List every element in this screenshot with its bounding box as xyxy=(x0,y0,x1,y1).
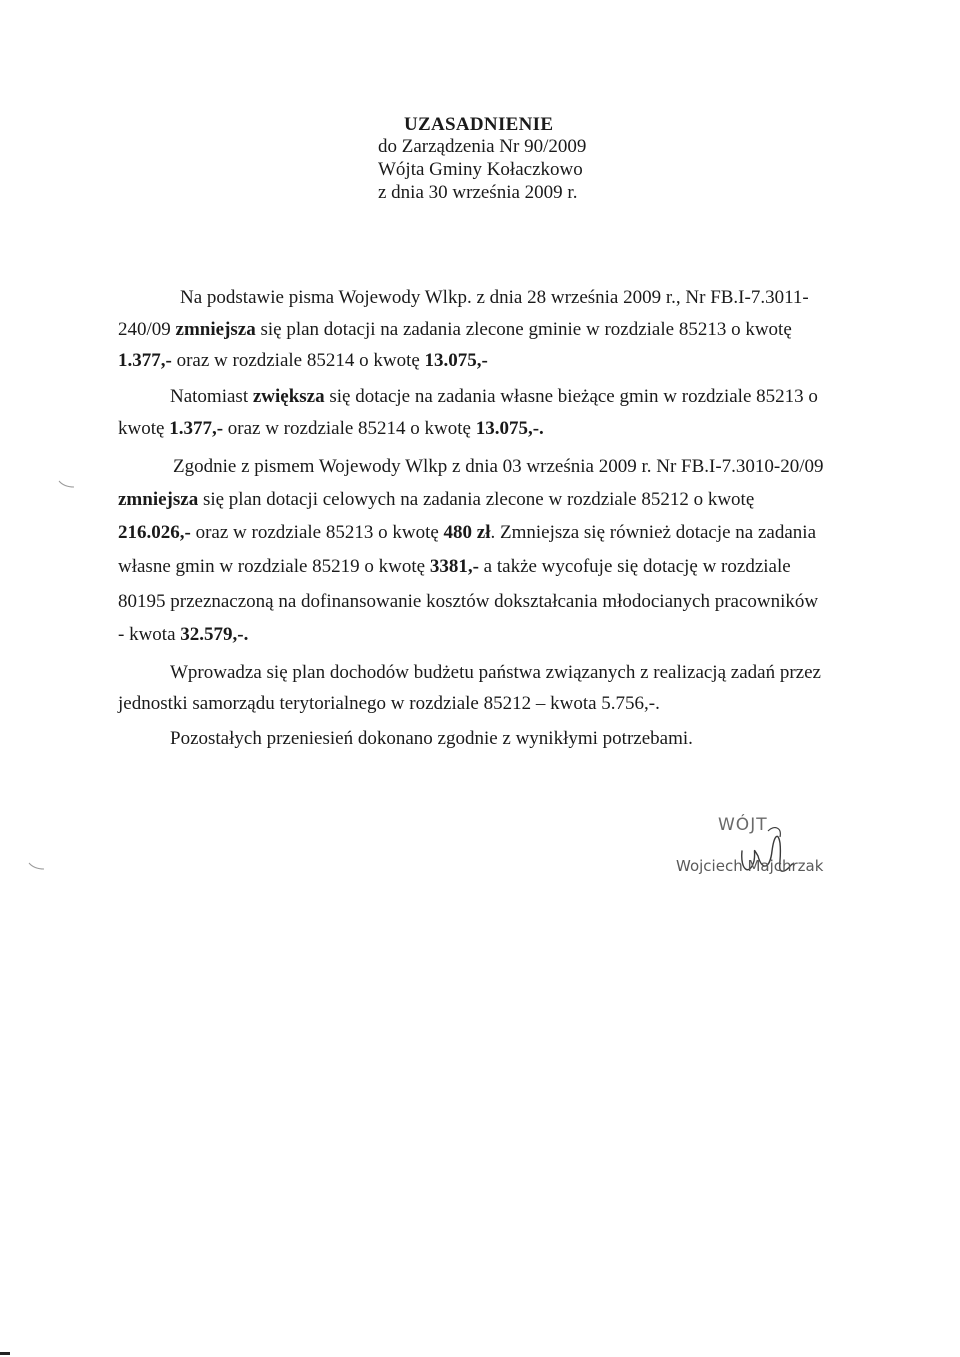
page-edge-mark xyxy=(0,1352,10,1355)
body-text: a także wycofuje się dotację w rozdziale xyxy=(478,556,791,577)
body-text: się plan dotacji celowych na zadania zlecone w rozdziale 85212 o kwotę xyxy=(198,489,755,510)
body-text: oraz w rozdziale 85213 o kwotę xyxy=(190,522,444,543)
body-line-2 xyxy=(118,319,792,341)
body-line-5 xyxy=(118,418,544,440)
amount: 1.377,- xyxy=(169,418,224,439)
body-line-7 xyxy=(118,489,754,511)
signature-title: WÓJT xyxy=(718,815,768,835)
body-text: 240/09 xyxy=(118,319,176,340)
body-line-10: 80195 przeznaczoną na dofinansowanie kosztów dokształcania młodocianych pracowników xyxy=(118,591,819,612)
amount: 480 zł xyxy=(443,522,491,543)
body-line-3 xyxy=(118,350,488,372)
margin-mark xyxy=(58,480,76,488)
body-line-14: Pozostałych przeniesień dokonano zgodnie z wynikłymi potrzebami. xyxy=(170,728,693,749)
body-line-9 xyxy=(118,556,791,578)
body-text: się dotacje na zadania własne bieżące gmin w rozdziale 85213 o xyxy=(324,386,818,407)
amount: 13.075,-. xyxy=(475,418,544,439)
body-line-12: Wprowadza się plan dochodów budżetu państwa związanych z realizacją zadań przez xyxy=(170,662,821,683)
body-text: własne gmin w rozdziale 85219 o kwotę xyxy=(118,556,430,577)
body-text: Natomiast xyxy=(170,386,253,407)
amount: 216.026,- xyxy=(118,522,191,543)
amount: 3381,- xyxy=(429,556,479,577)
header-line-decree: do Zarządzenia Nr 90/2009 xyxy=(378,136,587,157)
header-line-author: Wójta Gminy Kołaczkowo xyxy=(378,159,583,180)
body-line-6: Zgodnie z pismem Wojewody Wlkp z dnia 03 września 2009 r. Nr FB.I-7.3010-20/09 xyxy=(173,456,824,477)
header-line-date: z dnia 30 września 2009 r. xyxy=(378,182,578,203)
emphasis-decrease: zmniejsza xyxy=(175,319,256,340)
margin-mark xyxy=(28,862,46,870)
emphasis-increase: zwiększa xyxy=(252,386,325,407)
amount: 32.579,-. xyxy=(180,624,249,645)
body-text: oraz w rozdziale 85214 o kwotę xyxy=(223,418,476,439)
signature-block xyxy=(672,815,852,885)
body-line-4 xyxy=(170,386,818,408)
body-line-1: Na podstawie pisma Wojewody Wlkp. z dnia 28 września 2009 r., Nr FB.I-7.3011- xyxy=(180,287,809,308)
amount: 13.075,- xyxy=(424,350,488,371)
body-text: oraz w rozdziale 85214 o kwotę xyxy=(171,350,425,371)
body-text: się plan dotacji na zadania zlecone gminie w rozdziale 85213 o kwotę xyxy=(255,319,792,340)
body-text: - kwota xyxy=(118,624,181,645)
document-title: UZASADNIENIE xyxy=(404,114,554,135)
amount: 1.377,- xyxy=(118,350,172,371)
body-line-13: jednostki samorządu terytorialnego w rozdziale 85212 – kwota 5.756,-. xyxy=(118,693,660,714)
signatory-name: Wojciech Majchrzak xyxy=(676,857,824,875)
body-line-8 xyxy=(118,522,816,544)
body-text: kwotę xyxy=(118,418,170,439)
emphasis-decrease: zmniejsza xyxy=(118,489,199,510)
body-text: . Zmniejsza się również dotacje na zadania xyxy=(490,522,817,543)
body-line-11 xyxy=(118,624,248,646)
